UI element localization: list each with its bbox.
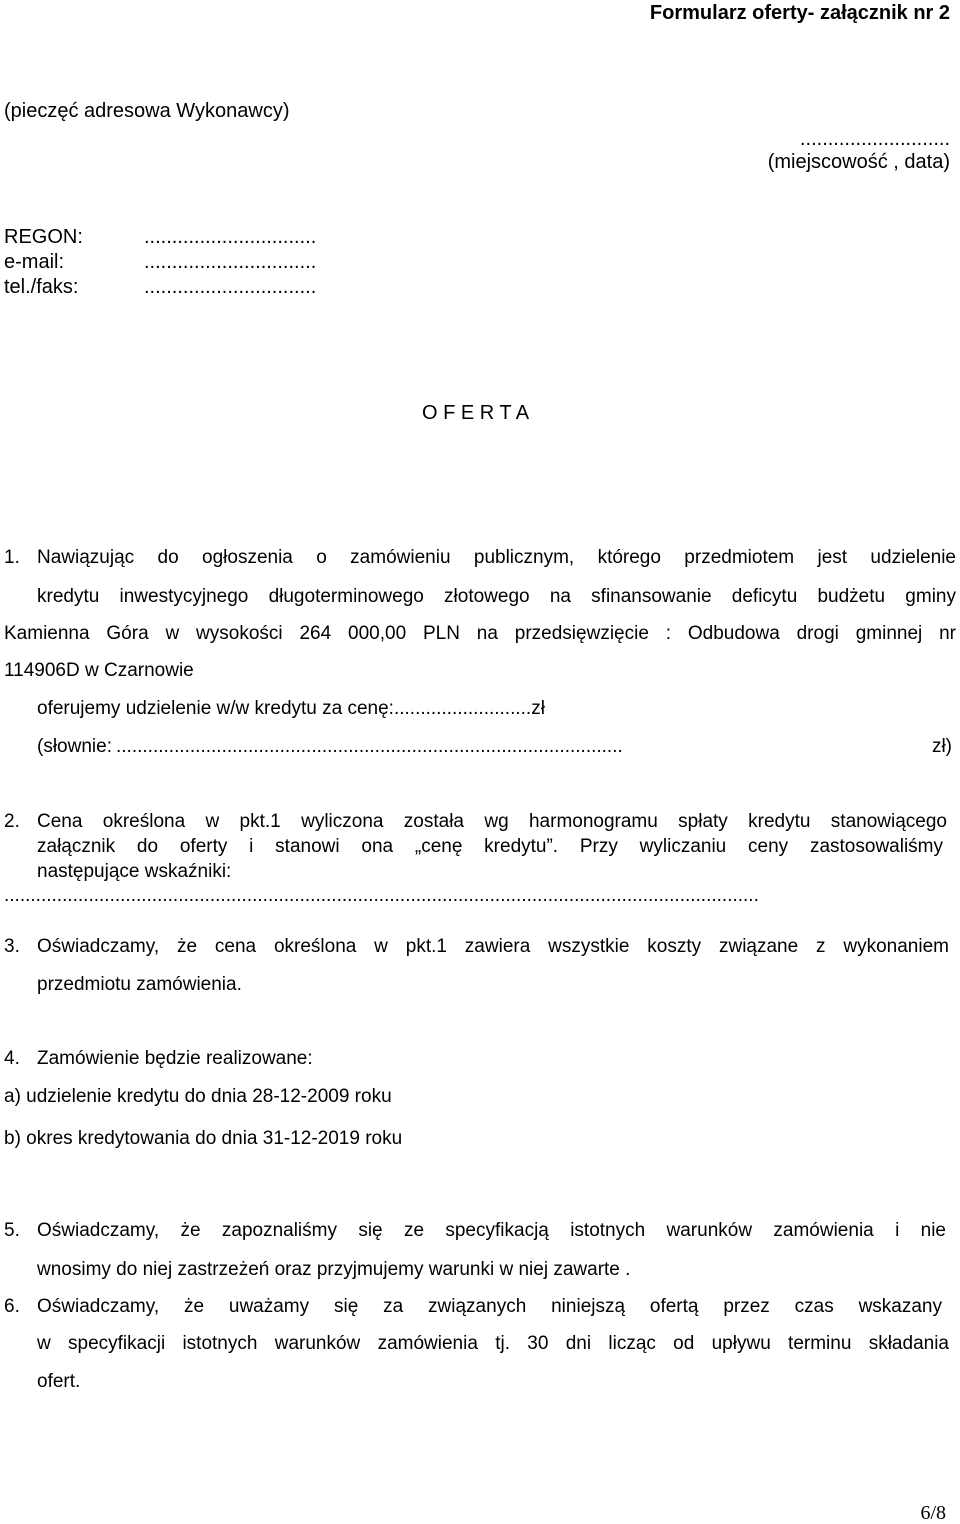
section-3-line-1: Oświadczamy, że cena określona w pkt.1 zawiera wszystkie koszty związane z wykonaniem [37,936,949,957]
section-3-number: 3. [4,936,20,957]
section-2-number: 2. [4,811,20,832]
phone-fax-value: ............................... [144,276,317,298]
price-line: oferujemy udzielenie w/w kredytu za cenę:..........................zł [37,698,545,719]
section-3-line-2: przedmiotu zamówienia. [37,974,242,995]
price-words-suffix: zł) [931,736,952,757]
section-2-line-1: Cena określona w pkt.1 wyliczona została wg harmonogramu spłaty kredytu stanowiącego [37,811,947,832]
price-words-dots: ................................................................................................ [116,736,623,757]
place-date-dots: ........................... [799,128,950,150]
phone-fax-label: tel./faks: [4,276,79,298]
section-4-item-a: a) udzielenie kredytu do dnia 28-12-2009 roku [4,1086,392,1107]
section-4-item-b: b) okres kredytowania do dnia 31-12-2019 roku [4,1128,403,1149]
section-1-number: 1. [4,547,20,568]
price-words-label: (słownie: [37,736,112,757]
section-4-heading: Zamówienie będzie realizowane: [37,1048,313,1069]
regon-value: ............................... [144,226,317,248]
section-5-number: 5. [4,1220,20,1241]
section-5-line-1: Oświadczamy, że zapoznaliśmy się ze specyfikacją istotnych warunków zamówienia i nie [37,1220,946,1241]
form-title: Formularz oferty- załącznik nr 2 [649,2,950,24]
email-label: e-mail: [4,251,65,273]
section-1-line-2: kredytu inwestycyjnego długoterminowego złotowego na sfinansowanie deficytu budżetu gminy [37,586,956,607]
section-6-number: 6. [4,1296,20,1317]
place-date-label: (miejscowość , data) [767,151,950,173]
offer-title: O F E R T A [422,402,530,424]
section-6-line-3: ofert. [37,1371,81,1392]
section-4-number: 4. [4,1048,20,1069]
section-1-line-4: 114906D w Czarnowie [4,660,194,681]
section-5-line-2: wnosimy do niej zastrzeżeń oraz przyjmujemy warunki w niej zawarte . [37,1259,631,1280]
page-number: 6/8 [920,1502,946,1524]
section-6-line-2: w specyfikacji istotnych warunków zamówienia tj. 30 dni licząc od upływu terminu składania [37,1333,949,1354]
section-6-line-1: Oświadczamy, że uważamy się za związanych niniejszą ofertą przez czas wskazany [37,1296,942,1317]
indicators-dots: ............................................................................................................................................... [4,885,759,906]
section-2-line-2: załącznik do oferty i stanowi ona „cenę kredytu”. Przy wyliczaniu ceny zastosowaliśmy [37,836,943,857]
email-value: ............................... [144,251,317,273]
stamp-label: (pieczęć adresowa Wykonawcy) [4,100,290,122]
section-1-line-3: Kamienna Góra w wysokości 264 000,00 PLN na przedsięwzięcie : Odbudowa drogi gminnej nr [4,623,956,644]
section-1-line-1: Nawiązując do ogłoszenia o zamówieniu publicznym, którego przedmiotem jest udzielenie [37,547,956,568]
regon-label: REGON: [4,226,83,248]
section-2-line-3: następujące wskaźniki: [37,861,232,882]
